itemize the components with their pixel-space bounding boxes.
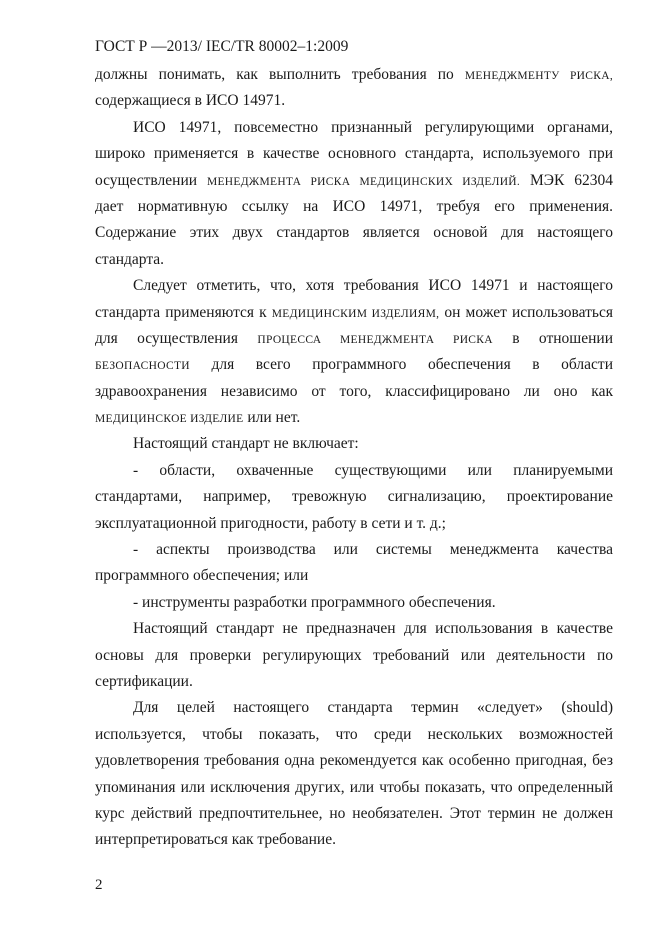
text-line: содержащиеся в ИСО 14971. [95,92,286,110]
text-line: стандартами, например, тревожную сигнализацию, проектирование [95,488,613,506]
text-line: стандарта. [95,250,165,268]
paragraph-start: Для целей настоящего стандарта термин «следует» (should) [133,699,613,717]
paragraph-start: Следует отметить, что, хотя требования ИСО 14971 и настоящего [133,277,613,295]
text-line: для осуществления ПРОЦЕССА МЕНЕДЖМЕНТА РИСКА в отношении [95,329,613,347]
text-line: упоминания или исключения других, или чтобы показать, что определенный [95,778,613,796]
text-line: Содержание этих двух стандартов является основой для настоящего [95,224,613,242]
text-line: здравоохранения независимо от того, классифицировано ли оно как [95,382,613,400]
text-line: должны понимать, как выполнить требования по МЕНЕДЖМЕНТУ РИСКА, [95,66,613,83]
text-line: осуществлении МЕНЕДЖМЕНТА РИСКА МЕДИЦИНСКИХ ИЗДЕЛИЙ. МЭК 62304 [95,171,613,189]
list-item: - аспекты производства или системы менеджмента качества [133,541,613,559]
text-line: курс действий предпочтительнее, но необязателен. Этот термин не должен [95,804,613,822]
text-line: дает нормативную ссылку на ИСО 14971, требуя его применения. [95,197,613,215]
text-line: интерпретироваться как требование. [95,831,336,849]
page-body [95,62,613,854]
text-line: эксплуатационной пригодности, работу в сети и т. д.; [95,514,446,532]
text-line: сертификации. [95,672,193,690]
page-number: 2 [95,877,103,893]
text-line: удовлетворения требования одна рекомендуется как особенно пригодная, без [95,752,613,770]
paragraph-start: Настоящий стандарт не предназначен для использования в качестве [133,620,613,638]
text-line: основы для проверки регулирующих требований или деятельности по [95,646,613,664]
list-item: - области, охваченные существующими или планируемыми [133,461,613,479]
document-header: ГОСТ Р —2013/ IEC/TR 80002–1:2009 [95,38,349,55]
text-line: БЕЗОПАСНОСТИ для всего программного обеспечения в области [95,356,613,374]
list-item: - инструменты разработки программного обеспечения. [133,593,496,611]
text-line: МЕДИЦИНСКОЕ ИЗДЕЛИЕ или нет. [95,409,301,427]
text-line: программного обеспечения; или [95,567,309,585]
paragraph-start: Настоящий стандарт не включает: [133,435,359,453]
text-line: широко применяется в качестве основного стандарта, используемого при [95,145,613,163]
text-line: стандарта применяются к МЕДИЦИНСКИМ ИЗДЕЛИЯМ, он может использоваться [95,303,614,321]
paragraph-start: ИСО 14971, повсеместно признанный регулирующими органами, [133,118,613,136]
text-line: используется, чтобы показать, что среди нескольких возможностей [95,725,613,743]
